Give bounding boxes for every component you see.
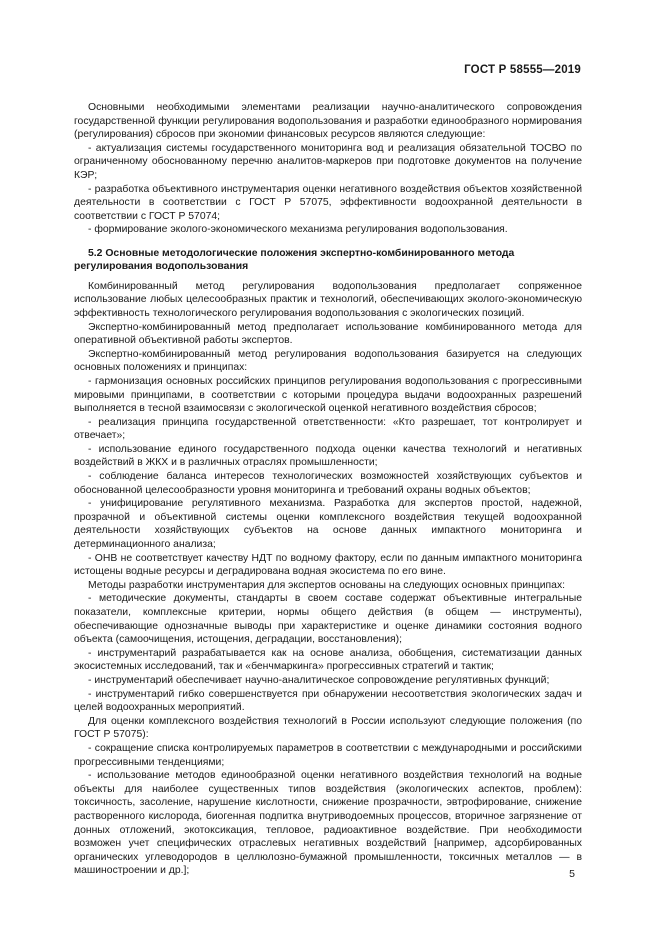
list-item: - ОНВ не соответствует качеству НДТ по водному фактору, если по данным импактного мониторинга истощены водные ресурсы и деградирована водная экосистема по его вине.: [74, 552, 582, 578]
list-item: - разработка объективного инструментария оценки негативного воздействия объектов хозяйственной деятельности в соответствии с ГОСТ Р 57075, эффективности водоохранной деятельности в соответствии с ГОСТ Р 57074;: [74, 183, 582, 222]
section-heading: 5.2 Основные методологические положения экспертно-комбинированного метода регулирования водопользования: [74, 247, 515, 273]
paragraph: Экспертно-комбинированный метод предполагает использование комбинированного метода для оперативной объективной работы экспертов.: [74, 321, 582, 347]
list-item: - актуализация системы государственного мониторинга вод и реализация обязательной ТОСВО по ограниченному обоснованному перечню аналитов-маркеров при подготовке документов на получение КЭР;: [74, 142, 582, 181]
document-code: ГОСТ Р 58555—2019: [464, 64, 581, 76]
paragraph: Методы разработки инструментария для экспертов основаны на следующих основных принципах:: [88, 579, 566, 591]
list-item: - соблюдение баланса интересов технологических возможностей хозяйствующих субъектов и обоснованной целесообразности уровня мониторинга и требований охраны водных объектов;: [74, 471, 582, 496]
page-number: 5: [569, 868, 575, 880]
paragraph: Для оценки комплексного воздействия технологий в России используют следующие положения (по ГОСТ Р 57075):: [74, 715, 582, 741]
list-item: - сокращение списка контролируемых параметров в соответствии с международными и российскими прогрессивными тенденциями;: [74, 742, 582, 768]
paragraph: Экспертно-комбинированный метод регулирования водопользования базируется на следующих основных положениях и принципах:: [74, 348, 582, 374]
paragraph: Комбинированный метод регулирования водопользования предполагает сопряженное использование любых целесообразных практик и технологий, обеспечивающих эколого-экономическую эффективность технологического регулирования водопользования с экологических позиций.: [74, 280, 582, 319]
list-item: - инструментарий гибко совершенствуется при обнаружении несоответствия экологических задач и целей водоохранных мероприятий.: [74, 688, 582, 714]
page-body: [74, 101, 582, 878]
list-item: - методические документы, стандарты в своем составе содержат объективные интегральные показатели, комплексные критерии, нормы общего действия (в общем — инструменты), обеспечивающие однозначные выводы при характеристике и оценке динамики состояния водного объекта (самоочищения, истощения, деградации, восстановления);: [74, 593, 582, 646]
list-item: - использование методов единообразной оценки негативного воздействия технологий на водные объекты для наиболее существенных типов воздействия (экологических аспектов, проблем): токсичность, засоление, нарушение кислотности, снижение прозрачности, эвтрофирование, снижение растворенного кислорода, биогенная подпитка внутриводоемных процессов, вторичное загрязнение от донных отложений, экотоксикация, тепловое, радиоактивное воздействие. При необходимости возможен учет специфических отраслевых негативных воздействий [например, адсорбированных органических углеводородов в целлюлозно-бумажной промышленности, токсичных металлов — в машиностроении и др.];: [74, 770, 582, 877]
list-item: - использование единого государственного подхода оценки качества технологий и негативных воздействий в ЖКХ и в различных отраслях промышленности;: [74, 443, 582, 469]
list-item: - инструментарий разрабатывается как на основе анализа, обобщения, систематизации данных экосистемных исследований, так и «бенчмаркинга» прогрессивных стратегий и тактик;: [74, 647, 582, 673]
list-item: - формирование эколого-экономического механизма регулирования водопользования.: [88, 224, 508, 236]
list-item: - унифицирование регулятивного механизма. Разработка для экспертов простой, надежной, прозрачной и объективной системы оценки комплексного воздействия текущей водоохранной деятельности хозяйствующих субъектов на основе данных импактного мониторинга и детерминационного анализа;: [74, 498, 582, 551]
list-item: - гармонизация основных российских принципов регулирования водопользования с прогрессивными мировыми принципами, в соответствии с которыми процедура выдачи водоохранных разрешений выполняется в тесной взаимосвязи с экологической оценкой негативного воздействия сбросов;: [74, 375, 582, 415]
intro-paragraph: Основными необходимыми элементами реализации научно-аналитического сопровождения государственной функции регулирования водопользования и разработки единообразного нормирования (регулирования) сбросов при экономии финансовых ресурсов являются следующие:: [74, 102, 582, 141]
list-item: - реализация принципа государственной ответственности: «Кто разрешает, тот контролирует и отвечает»;: [74, 416, 582, 442]
list-item: - инструментарий обеспечивает научно-аналитическое сопровождение регулятивных функций;: [88, 674, 550, 686]
